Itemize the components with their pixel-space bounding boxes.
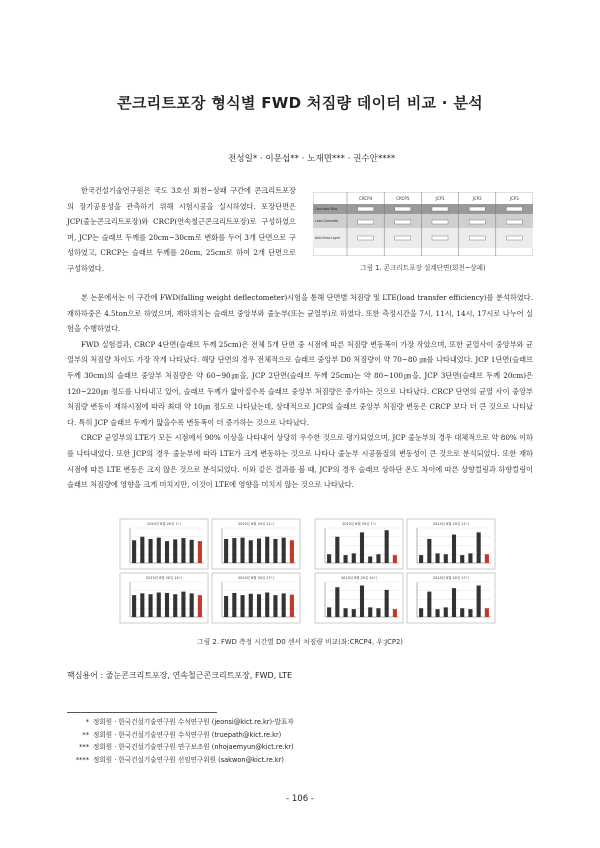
footnote: **** 정회원 · 한국건설기술연구원 선임연구위원 (sakwon@kict.re.kr) (75, 755, 284, 764)
figure-1-column-label: JCP2 (472, 196, 482, 201)
chart-bar (265, 537, 269, 563)
chart-bar (427, 592, 431, 617)
author-list: 전성일* · 이문섭** · 노재면*** · 권수안**** (228, 154, 396, 164)
figure-1-layer-box (358, 236, 374, 240)
chart-panel (212, 519, 300, 569)
figure-1-column-label: JCP1 (435, 196, 445, 201)
chart-bar (436, 609, 440, 617)
figure-1-layer-box (432, 236, 448, 240)
chart-bar (273, 595, 277, 617)
chart-bar (468, 609, 472, 617)
footnote: *** 정회원 · 한국건설기술연구원 연구보조원 (nhojaemyun@kict.re.kr) (79, 743, 294, 752)
chart-panel (315, 519, 403, 569)
chart-bar (165, 593, 169, 617)
chart-panel (407, 519, 495, 569)
paper-title: 콘크리트포장 형식별 FWD 처짐량 데이터 비교 · 분석 (117, 94, 483, 112)
chart-bar (419, 608, 423, 617)
chart-bar (249, 594, 253, 617)
chart-bar (444, 554, 448, 563)
chart-panel (120, 519, 208, 569)
chart-bar (165, 541, 169, 563)
figure-1-layer-box (469, 236, 485, 240)
method-paragraph: 본 논문에서는 이 구간에 FWD(falling weight deflectometer)시험을 통해 단면별 처짐량 및 LTE(load transfer efficiency)를 분석하였다. 재하하중은 4.5ton으로 하였으며, 재하위치는 슬래브 중앙부와 줄눈부(또는 균열부)로 하였다. 또한 측정시간을 7시, 11시, 14시, 17시로 나누어 실험을 수행하였다. (67, 293, 533, 334)
chart-panel-title: 2010년 8월 20일 11시 (433, 522, 469, 526)
chart-bar (360, 532, 364, 563)
figure-1-caption: 그림 1. 콘크리트포장 설계단면(회천~상패) (360, 264, 486, 272)
chart-bar (477, 532, 481, 563)
chart-bar (368, 556, 372, 563)
chart-bar (444, 607, 448, 617)
chart-bar (232, 593, 236, 617)
chart-panel-title: 2010년 8월 20일 7시 (147, 522, 181, 526)
chart-panel-title: 2010년 8월 20일 17시 (238, 576, 274, 580)
chart-bar (282, 593, 286, 617)
chart-bar (282, 538, 286, 563)
figure-1-layer-box (506, 236, 522, 240)
chart-panel-title: 2010년 8월 20일 17시 (433, 576, 469, 580)
chart-bar (173, 539, 177, 563)
footnotes (67, 716, 294, 766)
chart-bar (376, 554, 380, 563)
chart-panel (212, 573, 300, 623)
chart-bar (419, 555, 423, 563)
figure-1-layer-box (358, 207, 374, 211)
chart-bar (485, 608, 489, 617)
figure-1-layer-box (506, 220, 522, 224)
chart-bar (190, 593, 194, 617)
chart-bar (273, 539, 277, 563)
chart-bar (265, 593, 269, 618)
keywords: 핵심용어 : 줄눈콘크리트포장, 연속철근콘크리트포장, FWD, LTE (67, 671, 293, 680)
chart-bar (149, 594, 153, 617)
chart-bar (132, 540, 136, 563)
chart-panel (315, 573, 403, 623)
chart-bar (460, 608, 464, 617)
chart-bar (427, 539, 431, 563)
chart-bar (173, 594, 177, 617)
figure-1-row-label: Concrete Slab (315, 207, 338, 211)
chart-bar (257, 594, 261, 617)
chart-bar (257, 539, 261, 564)
chart-bar (344, 555, 348, 563)
chart-bar (224, 539, 228, 563)
chart-panel-title: 2010년 8월 20일 11시 (238, 522, 274, 526)
figure-2-crcp-group (118, 517, 303, 627)
figure-1-row-label: Anti-Frost Layer (315, 236, 341, 240)
figure-1-layer-box (469, 207, 485, 211)
figure-2-jcp-group (313, 517, 498, 627)
chart-bar (335, 587, 339, 617)
chart-bar (290, 595, 294, 617)
footnote: * 정회원 · 한국건설기술연구원 수석연구원 (jeonsi@kict.re.kr)-발표자 (85, 718, 294, 726)
chart-bar (436, 553, 440, 563)
chart-bar (232, 538, 236, 563)
chart-bar (452, 588, 456, 617)
chart-bar (352, 553, 356, 563)
chart-bar (485, 554, 489, 563)
chart-bar (393, 555, 397, 563)
chart-bar (198, 541, 202, 563)
chart-bar (460, 555, 464, 563)
chart-bar (376, 608, 380, 617)
figure-1-layer-box (432, 207, 448, 211)
results-paragraph: FWD 실험결과, CRCP 4단면(슬래브 두께 25cm)은 전체 5개 단면 중 시점에 따른 처짐량 변동폭이 가장 작았으며, 또한 균열사이 중앙부와 균열부의 처짐량 차이도 가장 작게 나타났다. 해당 단면의 경우 전체적으로 슬래브 중앙부 D0 처짐량이 약 70~80 ㎛를 나타내었다. JCP 1단면(슬래브 두께 30cm)의 슬래브 중앙부 처짐량은 약 60~90㎛을, JCP 2단면(슬래브 두께 25cm)는 약 80~100㎛을, JCP 3단면(슬래브 두께 20cm)은 120~220㎛ 정도를 나타내고 있어, 슬래브 두께가 얇아질수록 슬래브 중앙부 처짐량은 증가하는 것으로 나타났다. CRCP 단면의 균열 사이 중앙부 처짐량 변동이 재하시점에 따라 최대 약 10㎛ 정도로 나타났는데, 상대적으로 JCP의 슬래브 중앙부 처짐량 변동은 CRCP 보다 더 큰 것으로 나타났다. 특히 JCP 슬래브 두께가 얇을수록 변동폭이 더 증가하는 것으로 나타났다. (67, 339, 533, 427)
figure-1-layer-box (395, 220, 411, 224)
chart-bar (477, 586, 481, 618)
figure-1-layer-box (506, 207, 522, 211)
lte-paragraph: CRCP 균열부의 LTE가 모든 시점에서 90% 이상을 나타내어 상당히 우수한 것으로 평가되었으며, JCP 줄눈부의 경우 대체적으로 약 80% 이하를 나타내었다. 또한 JCP의 경우 줄눈부에 따라 LTE가 크게 변동하는 것으로 나타나 줄눈부 시공품질의 변동성이 큰 것으로 분석되었다. 또한 재하 시점에 따른 LTE 변동은 크지 않은 것으로 분석되었다. 이와 같은 결과를 볼 때, JCP의 경우 슬래브 상하단 온도 차이에 따른 상향컬링과 하향컬링이 슬래브 처짐량에 영향을 크게 미치지만, 이것이 LTE에 영향을 미치지 않는 것으로 나타났다. (67, 433, 533, 490)
figure-1-column-label: CRCP4 (359, 196, 373, 201)
chart-bar (157, 593, 161, 618)
chart-bar (352, 609, 356, 617)
figure-1-layer-box (395, 236, 411, 240)
chart-bar (140, 537, 144, 563)
chart-panel (120, 573, 208, 623)
intro-paragraph: 한국건설기술연구원은 국도 3호선 회천~상패 구간에 콘크리트포장의 장기공용성을 관측하기 위해 시험시공을 실시하였다. 포장단면은 JCP(줄눈콘크리트포장)와 CRCP(연속철근콘크리트포장)로 구성하였으며, JCP는 슬래브 두께를 20cm~30cm로 변화를 두어 3개 단면으로 구성하였고, CRCP는 슬래브 두께를 20cm, 25cm로 하여 2개 단면으로 구성하였다. (67, 186, 296, 273)
chart-bar (149, 539, 153, 563)
chart-panel-title: 2010년 8월 20일 14시 (341, 576, 377, 580)
chart-bar (385, 530, 389, 563)
chart-bar (344, 608, 348, 617)
figure-1-layer-box (358, 220, 374, 224)
main-text (67, 290, 533, 493)
chart-bar (224, 596, 228, 617)
chart-panel-title: 2010년 8월 20일 7시 (342, 522, 376, 526)
chart-bar (393, 609, 397, 617)
chart-bar (290, 540, 294, 563)
figure-1-cross-section (313, 192, 533, 256)
footnote: ** 정회원 · 한국건설기술연구원 수석연구원 (truepath@kict.re.kr) (82, 730, 282, 739)
chart-bar (468, 553, 472, 563)
chart-bar (385, 590, 389, 617)
chart-bar (360, 586, 364, 618)
chart-panel (407, 573, 495, 623)
chart-bar (452, 535, 456, 563)
figure-1-layer-box (469, 220, 485, 224)
figure-1-row-label: Lean Concrete (315, 219, 339, 223)
figure-2-caption: 그림 2. FWD 측정 시간별 D0 센서 처짐량 비교(좌:CRCP4, 우:JCP2) (197, 638, 403, 646)
chart-bar (132, 595, 136, 617)
chart-bar (327, 554, 331, 563)
figure-1-layer-box (432, 220, 448, 224)
chart-bar (335, 537, 339, 563)
chart-bar (368, 607, 372, 617)
chart-bar (190, 540, 194, 563)
chart-bar (181, 538, 185, 563)
chart-bar (157, 538, 161, 563)
chart-panel-title: 2010년 8월 20일 14시 (146, 576, 182, 580)
chart-bar (241, 595, 245, 617)
chart-bar (181, 592, 185, 617)
figure-1-column-label: JCP3 (509, 196, 519, 201)
figure-1-column-label: CRCP5 (396, 196, 410, 201)
chart-bar (249, 540, 253, 563)
chart-bar (140, 593, 144, 617)
page-number: - 106 - (286, 794, 314, 804)
chart-bar (327, 607, 331, 617)
chart-bar (241, 538, 245, 563)
chart-bar (198, 595, 202, 617)
footnote-divider (67, 712, 217, 713)
figure-1-layer-box (395, 207, 411, 211)
